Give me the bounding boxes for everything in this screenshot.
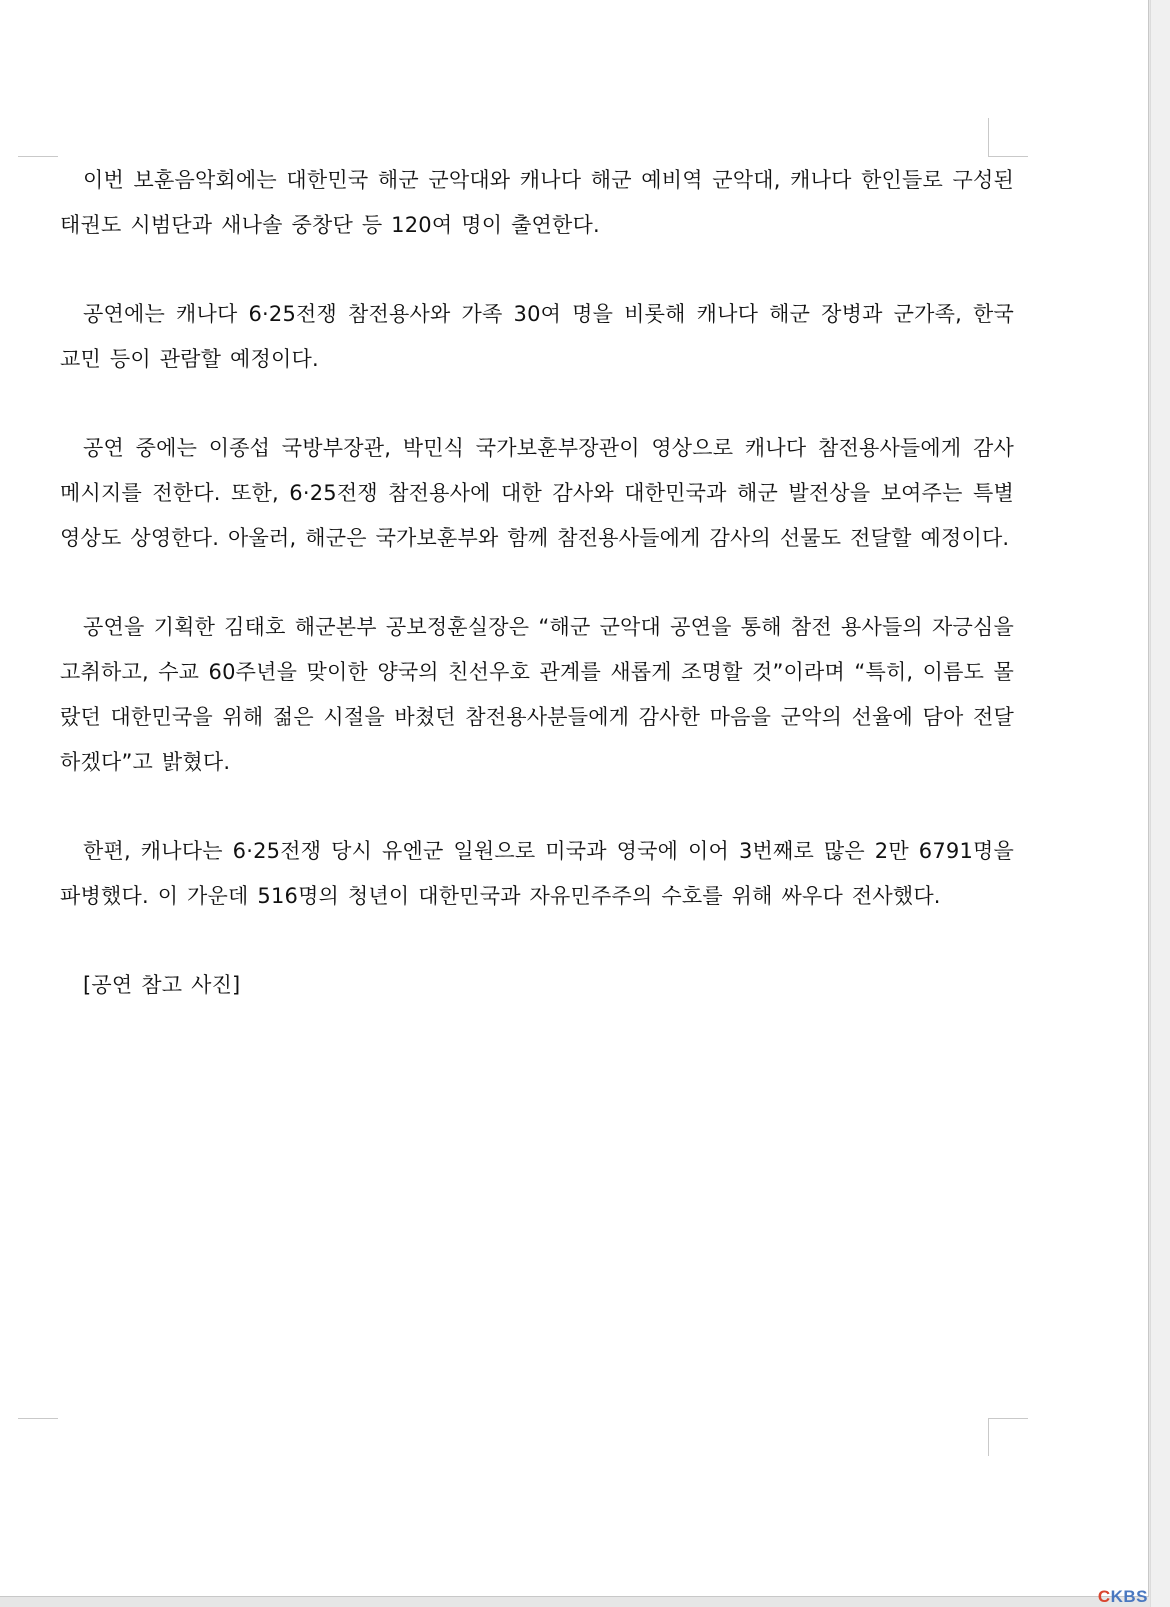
corner-mark-bottom-right-v [988, 1418, 989, 1456]
document-body [60, 158, 1014, 1052]
corner-mark-bottom-left [18, 1418, 58, 1419]
corner-mark-top-left [18, 156, 58, 157]
paragraph-photo-caption: [공연 참고 사진] [83, 973, 241, 997]
paragraph-quote: 공연을 기획한 김태호 해군본부 공보정훈실장은 “해군 군악대 공연을 통해 참전 용사들의 자긍심을 고취하고, 수교 60주년을 맞이한 양국의 친선우호 관계를 새롭게 조명할 것”이라며 “특히, 이름도 몰랐던 대한민국을 위해 젊은 시절을 바쳤던 참전용사분들에게 감사한 마음을 군악의 선율에 담아 전달하겠다”고 밝혔다. [60, 615, 1014, 774]
paragraph-history: 한편, 캐나다는 6·25전쟁 당시 유엔군 일원으로 미국과 영국에 이어 3번째로 많은 2만 6791명을 파병했다. 이 가운데 516명의 청년이 대한민국과 자유민주주의 수호를 위해 싸우다 전사했다. [60, 839, 1014, 908]
corner-mark-top-right-h [988, 156, 1028, 157]
corner-mark-bottom-right-h [988, 1418, 1028, 1419]
paragraph-performers: 이번 보훈음악회에는 대한민국 해군 군악대와 캐나다 해군 예비역 군악대, 캐나다 한인들로 구성된 태권도 시범단과 새나솔 중창단 등 120여 명이 출연한다. [60, 168, 1014, 237]
kbs-watermark-logo: CKBS [1097, 1587, 1148, 1606]
vertical-scrollbar[interactable] [1150, 0, 1170, 1607]
corner-mark-top-right-v [988, 118, 989, 156]
paragraph-program: 공연 중에는 이종섭 국방부장관, 박민식 국가보훈부장관이 영상으로 캐나다 참전용사들에게 감사 메시지를 전한다. 또한, 6·25전쟁 참전용사에 대한 감사와 대한민국과 해군 발전상을 보여주는 특별영상도 상영한다. 아울러, 해군은 국가보훈부와 함께 참전용사들에게 감사의 선물도 전달할 예정이다. [60, 436, 1014, 550]
paragraph-audience: 공연에는 캐나다 6·25전쟁 참전용사와 가족 30여 명을 비롯해 캐나다 해군 장병과 군가족, 한국 교민 등이 관람할 예정이다. [60, 302, 1014, 371]
